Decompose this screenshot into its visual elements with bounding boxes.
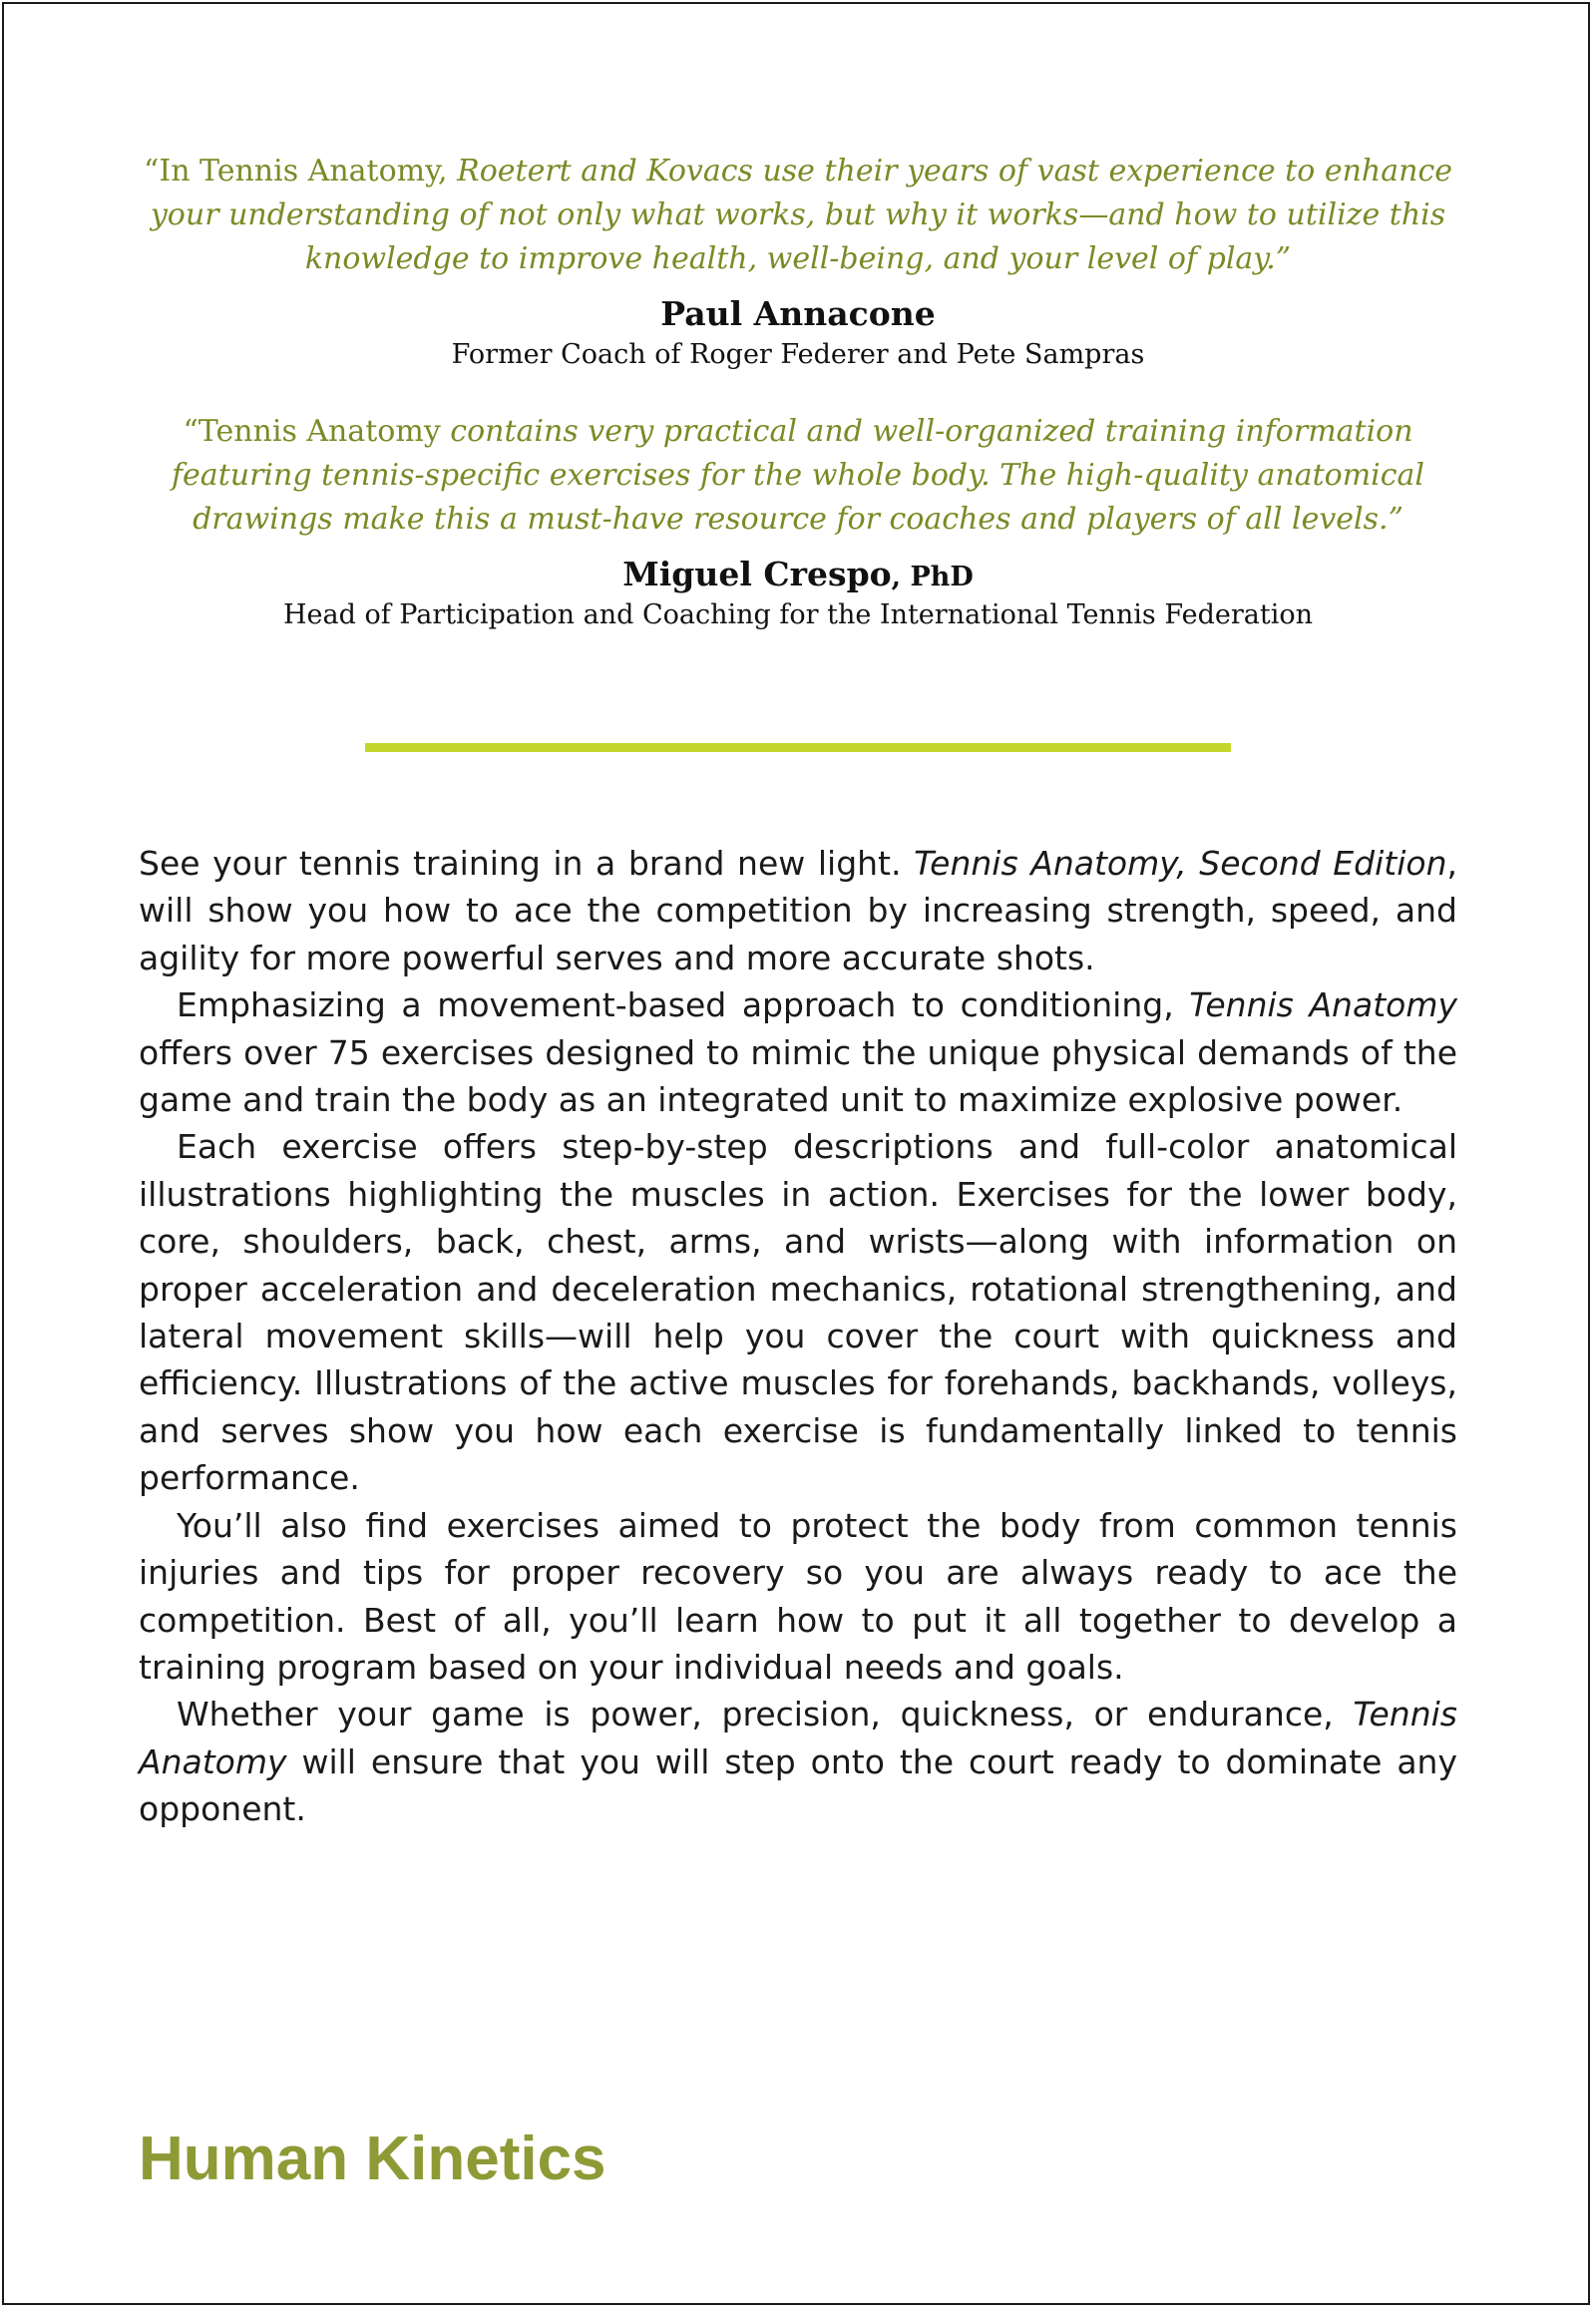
description-paragraph-1 — [139, 840, 1457, 981]
endorser-name — [140, 293, 1456, 338]
description-paragraph-3: Each exercise offers step-by-step descriptions and full-color anatomical illustrations highlighting the muscles in action. Exercises for the lower body, core, shoulders, back, chest, arms, and wrists—along with information on proper acceleration and deceleration mechanics, rotational strengthening, and lateral movement skills—will help you cover the court with quickness and efficiency. Illustrations of the active muscles for forehands, backhands, volleys, and serves show you how each exercise is fundamentally linked to tennis performance. — [139, 1127, 1457, 1498]
section-divider — [365, 743, 1231, 752]
paragraph-text: Whether your game is power, precision, quickness, or endurance, — [177, 1695, 1354, 1734]
endorser-role: Head of Participation and Coaching for the International Tennis Federation — [282, 599, 1313, 630]
endorser-name-text: Miguel Crespo — [622, 555, 892, 593]
quote-text: contains very practical and well-organized training information featuring tennis-specific exercises for the whole body. The high-quality anatomical drawings make this a must-have resource for coaches and players of all levels.” — [171, 414, 1425, 537]
book-description — [139, 840, 1457, 1833]
endorsement-quote — [140, 410, 1456, 542]
endorsements — [140, 150, 1456, 670]
endorsement-1 — [140, 150, 1456, 372]
paragraph-text: See your tennis training in a brand new light. — [139, 844, 915, 883]
endorser-name — [140, 554, 1456, 598]
endorser-role: Former Coach of Roger Federer and Pete Sampras — [451, 339, 1145, 370]
book-title: Tennis Anatomy, Second Edition — [914, 844, 1447, 883]
paragraph-text: , will show you how to ace the competition by increasing strength, speed, and agility for more powerful serves and more accurate shots. — [139, 844, 1457, 977]
quote-opening: “In Tennis Anatomy, — [144, 154, 448, 189]
paragraph-text: offers over 75 exercises designed to mimic the unique physical demands of the game and train the body as an integrated unit to maximize explosive power. — [139, 1032, 1457, 1120]
endorsement-quote — [140, 150, 1456, 281]
book-title: Tennis Anatomy — [1189, 985, 1457, 1025]
endorser-name-text: Paul Annacone — [660, 294, 936, 333]
quote-opening: “Tennis Anatomy — [183, 414, 441, 449]
quote-text: Roetert and Kovacs use their years of vast experience to enhance your understanding of not only what works, but why it works—and how to utilize this knowledge to improve health, well-being, and your level of play.” — [150, 154, 1452, 276]
description-paragraph-4: You’ll also find exercises aimed to protect the body from common tennis injuries and tips for proper recovery so you are always ready to ace the competition. Best of all, you’ll learn how to put it all together to develop a training program based on your individual needs and goals. — [139, 1505, 1457, 1687]
book-title: Tennis Anatomy — [139, 1695, 1457, 1781]
endorser-degree: , PhD — [891, 562, 974, 592]
endorsement-2 — [140, 410, 1456, 632]
description-paragraph-2 — [139, 981, 1457, 1123]
paragraph-text: Emphasizing a movement-based approach to conditioning, — [177, 985, 1190, 1025]
paragraph-text: will ensure that you will step onto the court ready to dominate any opponent. — [139, 1741, 1457, 1829]
publisher-logo: Human Kinetics — [139, 2124, 606, 2193]
description-paragraph-5 — [139, 1691, 1457, 1832]
